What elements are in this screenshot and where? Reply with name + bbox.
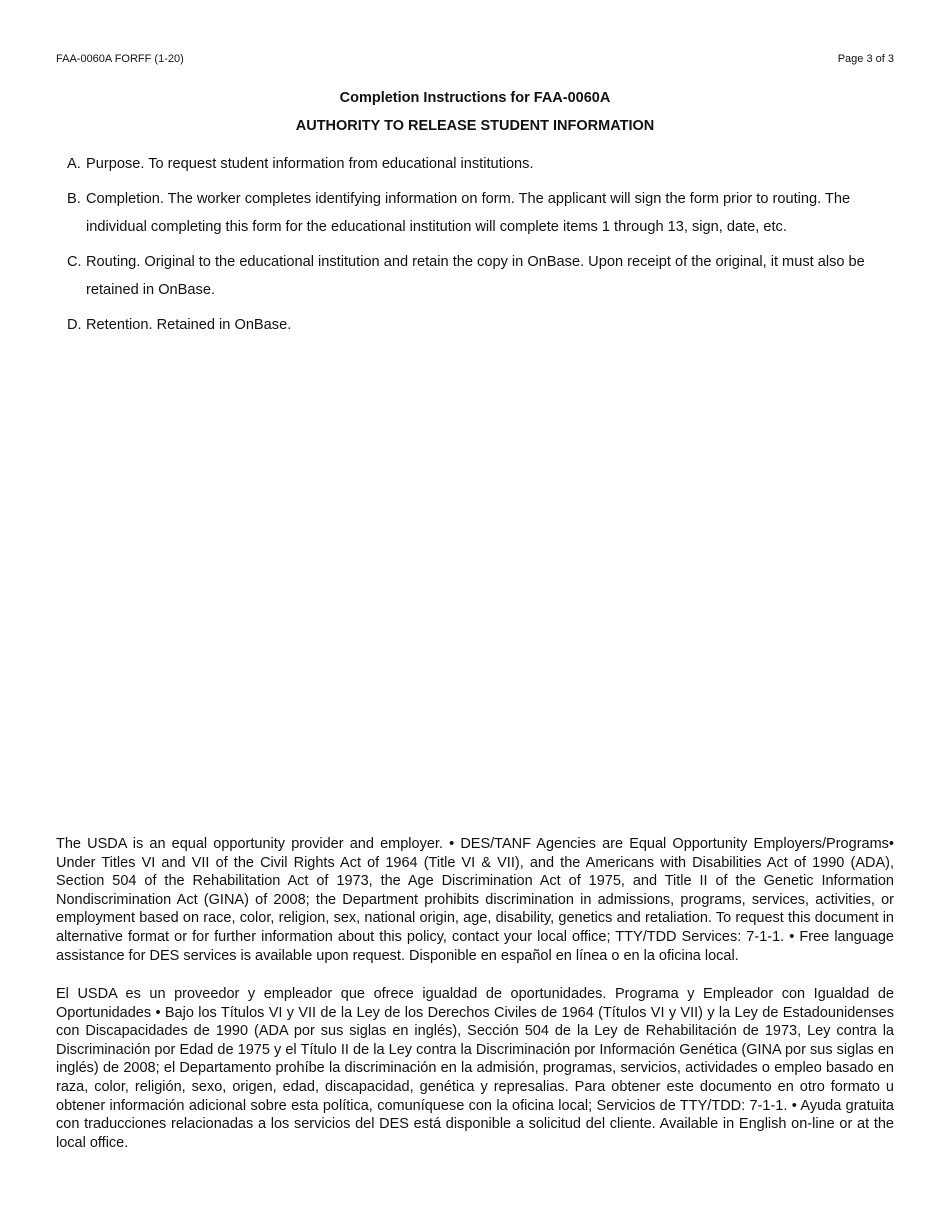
notice-text-english: The USDA is an equal opportunity provider and employer. • DES/TANF Agencies are Equal Opportunity Employers/Programs• Under Titles VI and VII of the Civil Rights Act of 1964 (Title VI & VII), and the Americans with Disabilities Act of 1990 (ADA), Section 504 of the Rehabilitation Act of 1973, the Age Discrimination Act of 1975, and Title II of the Genetic Information Nondiscrimination Act (GINA) of 2008; the Department prohibits discrimination in admissions, programs, services, activities, or employment based on race, color, religion, sex, national origin, age, disability, genetics and retaliation. To request this document in alternative format or for further information about this policy, contact your local office; TTY/TDD Services: 7-1-1. • Free language assistance for DES services is available upon request. Disponible en español en línea o en la oficina local. xyxy=(56,836,894,964)
instruction-letter: B. xyxy=(67,190,81,207)
instructions-list xyxy=(67,150,907,345)
instruction-item-completion xyxy=(67,185,907,242)
instruction-letter: D. xyxy=(67,316,82,333)
nondiscrimination-notice-english xyxy=(56,835,894,965)
instruction-item-retention xyxy=(67,311,907,340)
instruction-text: Routing. Original to the educational institution and retain the copy in OnBase. Upon receipt of the original, it must also be retained in OnBase. xyxy=(86,253,865,298)
instruction-text: Retention. Retained in OnBase. xyxy=(86,316,292,333)
instruction-letter: A. xyxy=(67,156,81,172)
page-number: Page 3 of 3 xyxy=(837,53,894,65)
nondiscrimination-notice-spanish xyxy=(56,985,894,1152)
document-subtitle: AUTHORITY TO RELEASE STUDENT INFORMATION xyxy=(295,118,655,134)
instruction-text: Completion. The worker completes identifying information on form. The applicant will sign the form prior to routing. The individual completing this form for the educational institution will complete items 1 through 13, sign, date, etc. xyxy=(86,190,851,235)
document-title: Completion Instructions for FAA-0060A xyxy=(339,90,611,106)
instruction-item-purpose xyxy=(67,150,907,179)
instruction-letter: C. xyxy=(67,253,82,270)
form-code: FAA-0060A FORFF (1-20) xyxy=(56,53,184,65)
notice-text-spanish: El USDA es un proveedor y empleador que ofrece igualdad de oportunidades. Programa y Empleador con Igualdad de Oportunidades • Bajo los Títulos VI y VII de la Ley de los Derechos Civiles de 1964 (Títulos VI y VII) y la Ley de Estadounidenses con Discapacidades de 1990 (ADA por sus siglas en inglés), Sección 504 de la Ley de Rehabilitación de 1973, Ley contra la Discriminación por Edad de 1975 y el Título II de la Ley contra la Discriminación por Información Genética (GINA por sus siglas en inglés) de 2008; el Departamento prohíbe la discriminación en la admisión, programas, servicios, actividades o empleo basado en raza, color, religión, sexo, origen, edad, discapacidad, genética y represalias. Para obtener este documento en otro formato u obtener información adicional sobre esta política, comuníquese con la oficina local; Servicios de TTY/TDD: 7-1-1. • Ayuda gratuita con traducciones relacionadas a los servicios del DES está disponible a solicitud del cliente. Available in English on-line or at the local office. xyxy=(56,986,894,1151)
instruction-text: Purpose. To request student information from educational institutions. xyxy=(86,156,534,172)
instruction-item-routing xyxy=(67,248,907,305)
